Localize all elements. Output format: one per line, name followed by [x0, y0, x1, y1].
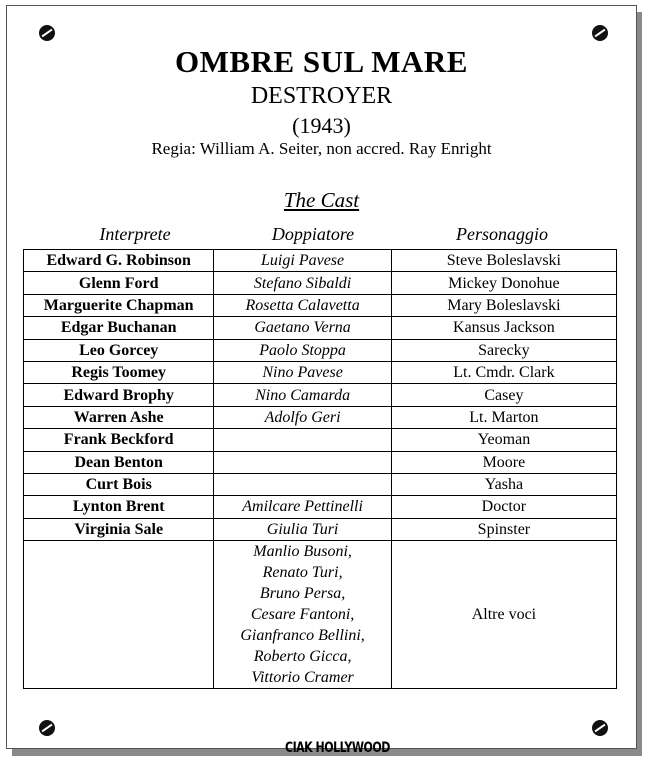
other-voice-dubber: Vittorio Cramer	[251, 669, 354, 687]
dubber-cell	[214, 429, 391, 451]
ciak-hollywood-logo: CIAK HOLLYWOOD	[285, 739, 390, 756]
role-cell: Yasha	[391, 473, 616, 495]
table-row	[24, 339, 617, 361]
actor-cell: Dean Benton	[24, 451, 214, 473]
actor-cell: Virginia Sale	[24, 518, 214, 540]
other-voice-dubber: Renato Turi,	[262, 564, 343, 582]
table-row	[24, 317, 617, 339]
role-cell: Casey	[391, 384, 616, 406]
director-line: Regia: William A. Seiter, non accred. Ray Enright	[151, 139, 492, 158]
other-voice-dubber: Cesare Fantoni,	[250, 606, 355, 624]
role-cell: Sarecky	[391, 339, 616, 361]
table-row	[24, 496, 617, 518]
dubber-cell: Gaetano Verna	[214, 317, 391, 339]
page-title: OMBRE SUL MARE	[175, 44, 468, 79]
actor-cell: Glenn Ford	[24, 272, 214, 294]
table-row	[24, 473, 617, 495]
role-cell: Doctor	[391, 496, 616, 518]
role-cell: Steve Boleslavski	[391, 250, 616, 272]
role-cell: Kansus Jackson	[391, 317, 616, 339]
screw-icon	[592, 720, 608, 736]
actor-cell: Marguerite Chapman	[24, 294, 214, 316]
dubber-cell: Paolo Stoppa	[214, 339, 391, 361]
role-cell: Moore	[391, 451, 616, 473]
actor-cell: Frank Beckford	[24, 429, 214, 451]
role-cell: Yeoman	[391, 429, 616, 451]
column-header-role: Personaggio	[456, 224, 548, 244]
role-cell: Mickey Donohue	[391, 272, 616, 294]
table-row	[24, 272, 617, 294]
release-year: (1943)	[292, 113, 351, 138]
column-header-dubber: Doppiatore	[271, 224, 355, 244]
table-row	[24, 406, 617, 428]
actor-cell: Edgar Buchanan	[24, 317, 214, 339]
role-cell: Lt. Cmdr. Clark	[391, 361, 616, 383]
actor-cell: Curt Bois	[24, 473, 214, 495]
column-header-actor: Interprete	[99, 224, 171, 244]
dubber-cell: Stefano Sibaldi	[214, 272, 391, 294]
dubber-cell: Amilcare Pettinelli	[214, 496, 391, 518]
role-cell-other-voices: Altre voci	[391, 541, 616, 689]
page-subtitle: DESTROYER	[250, 83, 393, 109]
dubber-cell: Giulia Turi	[214, 518, 391, 540]
table-row	[24, 294, 617, 316]
actor-cell: Lynton Brent	[24, 496, 214, 518]
table-row	[24, 518, 617, 540]
table-row	[24, 429, 617, 451]
dubber-cell: Luigi Pavese	[214, 250, 391, 272]
actor-cell: Edward G. Robinson	[24, 250, 214, 272]
table-row	[24, 361, 617, 383]
table-row	[24, 451, 617, 473]
dubber-cell: Nino Camarda	[214, 384, 391, 406]
screw-icon	[592, 25, 608, 41]
table-row	[24, 250, 617, 272]
other-voice-dubber: Roberto Gicca,	[253, 648, 352, 666]
actor-cell: Edward Brophy	[24, 384, 214, 406]
dubber-cell: Adolfo Geri	[214, 406, 391, 428]
other-voice-dubber: Bruno Persa,	[259, 585, 346, 603]
other-voice-dubber: Manlio Busoni,	[253, 543, 352, 561]
role-cell: Lt. Marton	[391, 406, 616, 428]
plaque	[6, 5, 637, 756]
dubber-cell: Rosetta Calavetta	[214, 294, 391, 316]
role-cell: Mary Boleslavski	[391, 294, 616, 316]
table-row-other-voices	[24, 541, 617, 689]
actor-cell: Leo Gorcey	[24, 339, 214, 361]
screw-icon	[39, 720, 55, 736]
actor-cell: Regis Toomey	[24, 361, 214, 383]
dubber-cell	[214, 473, 391, 495]
cast-heading: The Cast	[283, 188, 360, 212]
dubber-cell-other-voices	[214, 541, 391, 689]
other-voice-dubber: Gianfranco Bellini,	[240, 627, 365, 645]
role-cell: Spinster	[391, 518, 616, 540]
screw-icon	[39, 25, 55, 41]
actor-cell-empty	[24, 541, 214, 689]
table-row	[24, 384, 617, 406]
cast-table	[23, 249, 617, 689]
dubber-cell	[214, 451, 391, 473]
dubber-cell: Nino Pavese	[214, 361, 391, 383]
actor-cell: Warren Ashe	[24, 406, 214, 428]
